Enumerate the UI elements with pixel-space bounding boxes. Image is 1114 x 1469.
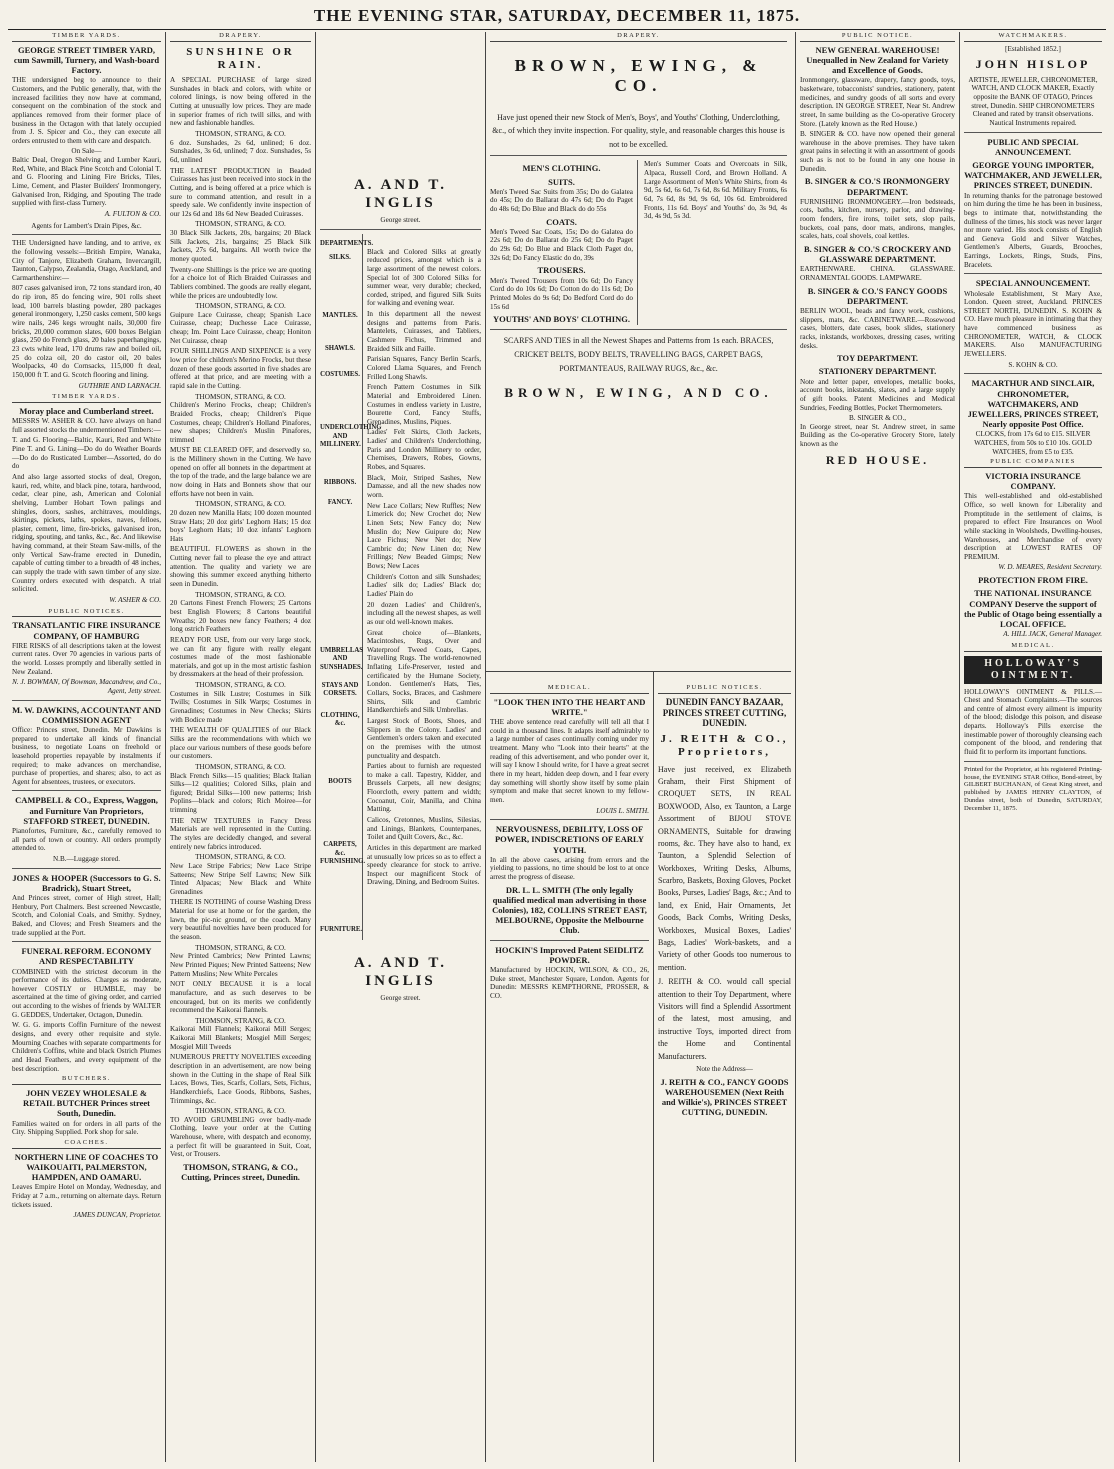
- ad-text: Largest Stock of Boots, Shoes, and Slippers in the Colony. Ladies' and Gentlemen's orders taken and executed on the premises with the utmost punctuality and despatch.: [367, 716, 481, 760]
- ad-text: TO AVOID GRUMBLING over badly-made Clothing, leave your order at the Cutting Warehouse, where, with despatch and economy, a perfect fit will be guaranteed in Suit, Coat, Vest, or Trousers.: [170, 1115, 311, 1159]
- ad-text: Black and Colored Silks at greatly reduced prices, amongst which is a large assortment of the newest colors. Special lot of 300 Colored Silks for summer wear, very durable; checked, corded, striped, and figured Silk Suits for walking and evening wear.: [367, 247, 481, 308]
- ad-text: THE above sentence read carefully will tell all that I could in a thousand lines. It adapts itself admirably to a large number of cases continually coming under my treatment. Many who "Look into their hearts" at the reading of this advertisement, and who ponder over it, will say I know I should write, for I have a great secret there in my heart, hidden deep down, and I fear every day something will shortly show itself by some plain symptom and make that secret known to my fellow-men.: [490, 718, 649, 804]
- divider: [12, 941, 161, 942]
- department-label: FANCY.: [327, 499, 353, 507]
- ad-signature: THOMSON, STRANG, & CO.: [195, 302, 286, 311]
- ad-signature: GUTHRIE AND LARNACH.: [78, 381, 161, 390]
- department-label: STAYS AND CORSETS.: [321, 681, 359, 697]
- department-labels: [320, 234, 382, 940]
- ad-text: THERE IS NOTHING of course Washing Dress Material for use at home or for the garden, the lawn, the pic-nic ground, or the coach. Many very beautiful novelties have been produced for the season.: [170, 898, 311, 942]
- section-heading: PUBLIC NOTICES.: [12, 608, 161, 618]
- ad-heading: SUITS.: [548, 176, 575, 187]
- ad-heading: BROWN, EWING, & CO.: [514, 55, 763, 96]
- department-label: UMBRELLAS AND SUNSHADES.: [320, 647, 364, 671]
- ad-text: In returning thanks for the patronage bestowed on him during the time he has been in business, begs to intimate that, notwithstanding the dullness of the times, his stock was never larger nor more varied. His stock consists of English and Geneva Gold and Silver Watches, Gentlemen's Alberts, Guards, Brooches, Earrings, Lockets, Rings, Studs, Pins, Bracelets.: [964, 191, 1102, 269]
- section-heading: TIMBER YARDS.: [12, 393, 161, 403]
- ad-text: And Princes street, corner of High street, Hall; Henbury, Port Chalmers. Best screened Newcastle, Scotch, and Colonial Coals, and Smithy. Sydney, Baked, and Cloves; and Fresh Steamers and the trade supplied at the Port.: [12, 893, 161, 937]
- ad-text: Have just received, ex Elizabeth Graham, their First Shipment of CROQUET SETS, IN REAL BOXWOOD, Also, ex Taunton, a Large Assortment of BIJOU STOVE ORNAMENTS, Suitable for drawing rooms, &c. They have also to hand, ex Taunton, a Splendid Selection of Workboxes, Writing Desks, Albums, Scarbro, Baskets, Boxing Gloves, Pocket Books, Purses, Ladies' Bags, &c.; And to land, ex Enid, Hair Ornaments, Jet Goods, Back Combs, Writing Desks, Workboxes, Musical Boxes, Ladies' Bags, Ladies' Work-baskets, and a Variety of other Goods too numerous to mention.: [658, 764, 791, 972]
- ad-heading: NERVOUSNESS, DEBILITY, LOSS OF POWER, INDISCRETIONS OF EARLY YOUTH.: [494, 824, 645, 855]
- divider: [490, 155, 787, 156]
- ad-heading: TRANSATLANTIC FIRE INSURANCE COMPANY, OF HAMBURG: [12, 620, 161, 641]
- ad-text: T. and G. Flooring—Baltic, Kauri, Red and White Pine T. and G. Lining—Do do do Weather Boards—Do do do Rusticated Lumber—Assorted, do do do: [12, 436, 161, 471]
- ad-text: Wholesale Establishment, St Mary Axe, London. Queen street, Auckland. PRINCES STREET NORTH, DUNEDIN. S. KOHN & CO. Have much pleasure in intimating that they have commenced business as CHRONOMETER, WATCH, & CLOCK MAKERS. Also MANUFACTURING JEWELLERS.: [964, 289, 1102, 359]
- ad-heading: SPECIAL ANNOUNCEMENT.: [975, 278, 1091, 289]
- divider: [320, 229, 481, 230]
- ad-text: Leaves Empire Hotel on Monday, Wednesday, and Friday at 7 a.m., returning on alternate days. Return tickets issued.: [12, 1183, 161, 1209]
- ad-text: Calicos, Cretonnes, Muslins, Silesias, and Linings, Blankets, Counterpanes, Toilet and Quilt Covers, &c., &c.: [367, 816, 481, 842]
- ad-text: EARTHENWARE. CHINA. GLASSWARE. ORNAMENTAL GOODS. LAMPWARE.: [800, 265, 955, 282]
- ad-text: Men's Tweed Sac Coats, 15s; Do do Galatea do 22s 6d; Do do Ballarat do 25s 6d; Do do Paget do 29s 6d; Do Blue and Black Cloth Paget do, 32s 6d; Do Fancy Elastic do do, 39s: [490, 227, 633, 262]
- divider: [12, 234, 161, 235]
- ad-text: Black French Silks—15 qualities; Black Italian Silks—12 qualities; Colored Silks, plain and figured; Bridal Silks—100 new patterns; Irish Poplins—black and colors; Rich Moiree—for trimming: [170, 771, 311, 815]
- ad-text: Guipure Lace Cuirasse, cheap; Spanish Lace Cuirasse, cheap; Duchesse Lace Cuirasse, cheap; Im. Point Lace Cuirasse, cheap; Honiton Net Cuirasse, cheap: [170, 310, 311, 345]
- ad-text: THE Undersigned have landing, and to arrive, ex the following vessels:—British Empire, Wanaka, City of Tanjore, Elizabeth Graham, Invercargill, Taunton, Calypso, Zealandia, Otago, Auckland, and Carmarthenshire:—: [12, 239, 161, 282]
- divider: [964, 373, 1102, 374]
- department-label: SHAWLS.: [324, 345, 356, 353]
- ad-heading: GEORGE YOUNG IMPORTER, WATCHMAKER, AND JEWELLER, PRINCES STREET, DUNEDIN.: [964, 160, 1102, 191]
- section-heading: PUBLIC NOTICES.: [658, 684, 791, 694]
- column-2: [166, 32, 316, 1462]
- ad-heading: NORTHERN LINE OF COACHES TO WAIKOUAITI, PALMERSTON, HAMPDEN, AND OAMARU.: [14, 1151, 159, 1183]
- ad-text: New Lace Collars; New Ruffles; New Limerick do; New Crochet do; New Linen Sets; New Fancy do; New Muslin do; New Guipure do; New Lace Fichus; New Net do; New Cambric do; New Linen do; New Frillings; New Beaded Gimps; New Bows; New Laces: [367, 501, 481, 571]
- ad-heading: TOY DEPARTMENT.: [836, 353, 919, 364]
- ad-signature: THOMSON, STRANG, & CO.: [195, 681, 286, 690]
- department-label: SILKS.: [329, 253, 351, 261]
- department-label: FURNITURE.: [320, 925, 363, 933]
- department-contents: [363, 234, 481, 940]
- ad-text: New Lace Stripe Fabrics; New Lace Stripe Satteens; New Stripe Self Lawns; New Silk Tinted Alpacas; New Black and White Grenadines: [170, 861, 311, 896]
- ad-signature: THOMSON, STRANG, & CO., Cutting, Princes street, Dunedin.: [181, 1162, 300, 1183]
- ad-text: Office: Princes street, Dunedin. Mr Dawkins is prepared to undertake all kinds of financial business, to negotiate Loans on freehold or leasehold properties repayable by instalments if required; to make advances on merchandise, purchase of properties, and shares; also, to act as Agent for absentees, trustees, or executors.: [12, 725, 161, 786]
- ad-heading: JOHN HISLOP: [975, 57, 1091, 72]
- divider: [12, 700, 161, 701]
- ad-text: NUMEROUS PRETTY NOVELTIES exceeding description in an advertisement, are now being shown in the Cutting in the shape of Real Silk Laces, Bows, Ties, Scarfs, Collars, Sets, Fichus, Handkerchiefs, Lace Goods, Ribbons, Sashes, Trimmings, &c.: [170, 1053, 311, 1105]
- divider: [490, 819, 649, 820]
- ad-text: Kaikorai Mill Flannels; Kaikorai Mill Serges; Kaikorai Mill Blankets; Mosgiel Mill Serges; Mosgiel Mill Tweeds: [170, 1025, 311, 1051]
- ad-text: Children's Cotton and silk Sunshades; Ladies' silk do; Ladies' Black do; Ladies' Plain do: [367, 572, 481, 598]
- divider: [490, 940, 649, 941]
- ad-text: COMBINED with the strictest decorum in the performance of its duties. Charges as moderate, however COSTLY or HUMBLE, may be ascertained at the time of giving order, and carried out according to the wishes of friends by WALTER G. GEDDES, Undertaker, Octagon, Dunedin.: [12, 967, 161, 1019]
- ad-text: 30 Black Silk Jackets, 20s, bargains; 20 Black Silk Jackets, 21s, bargains; 25 Black Silk Jackets, 27s 6d, bargains. All worth twice the money quoted.: [170, 229, 311, 263]
- divider: [964, 273, 1102, 274]
- department-label: RIBBONS.: [323, 478, 357, 486]
- ad-text: [Established 1852.]: [1005, 44, 1061, 53]
- ad-signature: THOMSON, STRANG, & CO.: [195, 853, 286, 862]
- ad-heading: HOCKIN'S Improved Patent SEIDLITZ POWDER.: [495, 944, 644, 965]
- ad-text: And also large assorted stocks of deal, Oregon, kauri, red, white, and black pine, totara, hardwood, cedar, clear pine, ash, American and Colonial shelving, Lumber Hobart Town palings and shingles, doors, sashes, architraves, mouldings, skirtings, pickets, laths, spokes, naves, felloes, plaster, cement, lime, fire-bricks, galvanised iron, ridging, spouting, and tanks, &c., &c. And likewise having command, at their Steam Saw-mills, of the only Vertical Saw-frame erected in Dunedin, capable of cutting timber to a breadth of 48 inches, can supply the trade with sawn timber of any size. Country orders executed with despatch. A trial solicited.: [12, 472, 161, 594]
- ad-signature: S. KOHN & CO.: [1008, 360, 1058, 369]
- ad-text: In this department all the newest designs and patterns from Paris. Mantelets, Cuirasses, and Tabliers, Cashmere Fichus, Trimmed and Braided Silk and Faille.: [367, 310, 481, 353]
- ad-text: FURNISHING IRONMONGERY.—Iron bedsteads, cots, baths, kitchen, nursery, parlor, and drawing-room fenders, fire irons, toilet sets, slop pails, buckets, coal pans, door mats, andirons, mangles, scales, hats, coal shovels, coal kettles.: [800, 197, 955, 241]
- column-1: [8, 32, 166, 1462]
- ad-heading: B. SINGER & CO.'S CROCKERY AND GLASSWARE DEPARTMENT.: [804, 243, 951, 265]
- ad-signature: THOMSON, STRANG, & CO.: [195, 762, 286, 771]
- ad-signature: THOMSON, STRANG, & CO.: [195, 130, 286, 139]
- ad-signature: THOMSON, STRANG, & CO.: [195, 392, 286, 401]
- ad-heading: PUBLIC AND SPECIAL ANNOUNCEMENT.: [987, 136, 1079, 157]
- ad-text: Parisian Squares, Fancy Berlin Scarfs, Colored Llama Squares, and French Frilled Long Shawls.: [367, 355, 481, 381]
- ad-text: Articles in this department are marked at unusually low prices so as to effect a speedy clearance for stock to arrive. Inspect our magnificent Stock of Drawing, Dining, and Bedroom Suites.: [367, 843, 481, 887]
- section-heading: PUBLIC NOTICE.: [800, 32, 955, 42]
- ad-heading: M. W. DAWKINS, ACCOUNTANT AND COMMISSION AGENT: [12, 704, 161, 725]
- ad-text: BEAUTIFUL FLOWERS as shown in the Cutting never fail to please the eye and attract attention. The quality and variety we are showing this summer exceed anything hitherto seen in Dunedin.: [170, 545, 311, 589]
- ad-text: Ironmongery, glassware, drapery, fancy goods, toys, basketware, tobacconists' sundries, stationery, patent medicines, and sundry goods of all sorts and every description. IN GEORGE STREET, Near St. Andrew street, In same building as the Co-operative Grocery Store. (Lately known as the Red House.): [800, 76, 955, 128]
- ad-heading: THE NATIONAL INSURANCE COMPANY Deserve the support of the Public of Otago being essentially a LOCAL OFFICE.: [964, 588, 1102, 629]
- divider: [490, 329, 787, 330]
- ad-text: Pianofortes, Furniture, &c., carefully removed to all parts of town or country. All orders promptly attended to.: [12, 827, 161, 853]
- ad-text: Manufactured by HOCKIN, WILSON, & CO., 26, Duke street, Manchester Square, London. Agents for Dunedin: MESSRS KEMPTHORNE, PROSSER, & CO.: [490, 966, 649, 1000]
- ad-text: 20 dozen new Manilla Hats; 100 dozen mounted Straw Hats; 20 doz girls' Leghorn Hats; 15 doz boys' Leghorn Hats; 10 doz infants' Leghorn Hats: [170, 508, 311, 543]
- ad-text: NOT ONLY BECAUSE it is a local manufacture, and as such deserves to be encouraged, but on its merits we confidently recommend the Kaikorai flannels.: [170, 980, 311, 1015]
- ad-heading: MEN'S CLOTHING.: [522, 163, 601, 174]
- ad-heading: FUNERAL REFORM. ECONOMY AND RESPECTABILITY: [21, 946, 152, 967]
- ad-heading: STATIONERY DEPARTMENT.: [818, 366, 937, 377]
- ad-text: Great choice of—Blankets, Macintoshes, Rugs, Over and Waterproof Tweed Coats, Capes, Travelling Rugs. The world-renowned Inflating Life-Preserver, tested and certificated by the Humane Society, London. Gentlemen's Hats, Ties, Collars, Socks, Braces, and Cashmere Shirts, Silk and Cambric Handkerchiefs and Silk Umbrellas.: [367, 628, 481, 715]
- ad-text: THE LATEST PRODUCTION in Beaded Cuirasses has just been received into stock in the Cutting, and is being offered at a price which is sure to command attention, and result in a speedy sale. We confidently invite inspection of our 12s 6d and 18s 6d New Beaded Cuirasses.: [170, 166, 311, 218]
- ad-heading: JONES & HOOPER (Successors to G. S. Bradrick), Stuart Street,: [12, 872, 161, 893]
- ad-text: 20 Cartons Finest French Flowers; 25 Cartons best English Flowers; 8 Cartons beautiful Wreaths; 20 boxes new fancy Feathers; 4 doz long ostrich Feathers: [170, 599, 311, 634]
- department-label: COSTUMES.: [320, 371, 360, 379]
- ad-text: A SPECIAL PURCHASE of large sized Sunshades in black and colors, with white or colored linings, is now being offered in the Cutting at unusually low prices. They are made in superior frames of rich twill silks, and with new and fashionable handles.: [170, 76, 311, 128]
- ad-signature: THOMSON, STRANG, & CO.: [195, 1016, 286, 1025]
- brown-ewing-ad: [486, 32, 791, 672]
- department-label: CARPETS, &c. FURNISHING.: [320, 841, 366, 865]
- ad-text: THE undersigned beg to announce to their Customers, and the Public generally, that, with the increased facilities they now have at command, consequent on the combination of the stock and appliances removed from their former place of business in the Octagon with that lately occupied from J. S. Spicer and Co., they can execute all orders entrusted to them with care and despatch.: [12, 76, 161, 145]
- ad-text: Children's Merino Frocks, cheap; Children's Braided Frocks, cheap; Children's Pique Costumes, cheap; Children's Holland Pinafores, new shapes; Children's Muslin Pinafores, trimmed: [170, 401, 311, 444]
- ad-text: MUST BE CLEARED OFF, and deservedly so, is the Millinery shown in the Cutting. We have opened on offer all bonnets in the department at the top of the trade, and the large balance we are now doing in Hats and Bonnets show that our efforts have not been in vain.: [170, 446, 311, 498]
- ad-text: Costumes in Silk Lustre; Costumes in Silk Twills; Costumes in Silk Warps; Costumes in Grenadines; Costumes in New Checks; Skirts with Bodice made: [170, 689, 311, 724]
- ad-text: Ladies' Felt Skirts, Cloth Jackets, Ladies' and Children's Underclothing, Paris and London Millinery to order, Chemises, Drawers, Robes, Gowns, Robes, and Squares.: [367, 428, 481, 472]
- ad-text: THE WEALTH OF QUALITIES of our Black Silks are the recommendations with which we place our various numbers of these goods before our customers.: [170, 726, 311, 761]
- ad-text: N.B.—Luggage stored.: [52, 854, 121, 863]
- ad-signature: JAMES DUNCAN, Proprietor.: [73, 1211, 161, 1220]
- ad-text: 6 doz. Sunshades, 2s 6d, unlined; 6 doz. Sunshades, 3s 6d, unlined; 7 doz. Sunshades, 5s 6d, unlined: [170, 138, 311, 164]
- department-label: UNDERCLOTHING AND MILLINERY.: [320, 424, 382, 448]
- ad-text: READY FOR USE, from our very large stock, we can fit any figure with really elegant costumes made of the most fashionable materials, and got up in the most artistic fashion by dressmakers at the head of their profession.: [170, 635, 311, 679]
- ad-heading: "LOOK THEN INTO THE HEART AND WRITE.": [493, 696, 646, 717]
- ad-heading: NEW GENERAL WAREHOUSE! Unequalled in New Zealand for Variety and Excellence of Goods.: [806, 44, 949, 76]
- ad-text: Black, Moir, Striped Sashes, New Damasse, and all the new shades now worn.: [367, 473, 481, 499]
- ad-text: Men's Tweed Trousers from 10s 6d; Do Fancy Cord do do 10s 6d; Do Cotton do do 11s 6d; Do Printed Moles do 9s 6d; Do Bedford Cord do do 15s 6d: [490, 276, 633, 311]
- ad-text: Twenty-one Shillings is the price we are quoting for a choice lot of Rich Braided Cuirasses and Tabliers combined. The goods are really elegant, while the prices are undoubtedly low.: [170, 265, 311, 300]
- department-label: CLOTHING, &c.: [320, 711, 360, 728]
- ad-heading: HOLLOWAY'S OINTMENT.: [964, 656, 1102, 684]
- ad-text: Have just opened their new Stock of Men's, Boys', and Youths' Clothing, Underclothing, &c., of which they invite inspection. For quality, style, and reasonable charges this house is not to be excelled.: [492, 112, 785, 149]
- ad-signature: THOMSON, STRANG, & CO.: [195, 500, 286, 509]
- department-label: MANTLES.: [322, 311, 358, 319]
- ad-text: ARTISTE, JEWELLER, CHRONOMETER, WATCH, AND CLOCK MAKER, Exactly opposite the BANK OF OTAGO, Princes street, Dunedin. SHIP CHRONOMETERS Cleaned and rated by transit observations. Nautical Instruments repaired.: [968, 75, 1098, 128]
- ad-text: Note and letter paper, envelopes, metallic books, account books, inkstands, slates, and a large supply of gift books. Patent Medicines and Medical Sundries, Feeding Bottles, Pocket Thermometers.: [800, 377, 955, 412]
- ad-text: On Sale—: [71, 147, 102, 156]
- ad-heading: DUNEDIN FANCY BAZAAR, PRINCES STREET CUTTING, DUNEDIN.: [662, 696, 787, 729]
- section-heading: MEDICAL.: [964, 642, 1102, 652]
- imprint: Printed for the Proprietor, at his registered Printing-house, the EVENING STAR Office, Bond-street, by GILBERT BUCHANAN, of Great King street, and published by JAMES HENRY CLAYTON, of Dundas street, both of Dunedin, SATURDAY, December 11, 1875.: [964, 765, 1102, 813]
- ad-text: This well-established and old-established Office, so well known for Liberality and Promptitude in the settlement of claims, is prepared to effect Fire Insurances on Wool while stacking in Woolsheds, Dwelling-houses, Warehouses, and Merchandise of every description at LOWEST RATES OF PREMIUM.: [964, 492, 1102, 561]
- ad-heading: J. REITH & CO., FANCY GOODS WAREHOUSEMEN (Next Reith and Wilkie's), PRINCES STREET CUTTING, DUNEDIN.: [660, 1076, 789, 1118]
- ad-signature: THOMSON, STRANG, & CO.: [195, 220, 286, 229]
- ad-signature: A. HILL JACK, General Manager.: [1003, 630, 1102, 639]
- ad-heading: COATS.: [546, 216, 577, 227]
- divider: [964, 132, 1102, 133]
- section-heading: DRAPERY.: [490, 32, 787, 42]
- brown-ewing-right: [644, 160, 787, 325]
- ad-signature: THOMSON, STRANG, & CO.: [195, 590, 286, 599]
- section-heading: WATCHMAKERS.: [964, 32, 1102, 42]
- masthead: THE EVENING STAR, SATURDAY, DECEMBER 11, 1875.: [8, 6, 1106, 30]
- ad-text: CLOCKS, from 17s 6d to £15. SILVER WATCHES, from 50s to £10 10s. GOLD WATCHES, from £5 to £35.: [974, 430, 1092, 456]
- ad-text: Parties about to furnish are requested to make a call. Tapestry, Kidder, and Brussels Carpets, all new designs; Floorcloth, every pattern and width; Cocoanut, Coir, Manilla, and China Matting.: [367, 762, 481, 814]
- ad-text: French Pattern Costumes in Silk Material and Embroidered Linen. Costumes in endless variety in Lustre, Bourette Cord, Fancy Stuffs, Grenadines, Muslins, Piques.: [367, 383, 481, 426]
- department-label: BOOTS: [328, 778, 352, 786]
- ad-signature: THOMSON, STRANG, & CO.: [195, 1107, 286, 1116]
- ad-heading: YOUTHS' AND BOYS' CLOTHING.: [493, 314, 630, 325]
- department-label: DEPARTMENTS.: [320, 239, 374, 247]
- ad-text: J. REITH & CO. would call special attention to their Toy Department, where Visitors will find a Splendid Assortment of the latest, most amusing, and instructive Toys, imported direct from the Home and Continental Manufacturers.: [658, 977, 791, 1061]
- ad-signature: A. FULTON & CO.: [104, 209, 161, 218]
- ad-heading: Moray place and Cumberland street.: [19, 405, 154, 416]
- ad-text: George street.: [380, 994, 421, 1003]
- ad-heading: J. REITH & CO., Proprietors,: [660, 733, 789, 759]
- ad-text: HOLLOWAY'S OINTMENT & PILLS.—Chest and Stomach Complaints.—The sources and centre of almost every ailment is impurity of the blood; dislodge this poison, and disease departs. Holloway's Pills exercise the inestimable power of thoroughly cleansing each component of the blood, and rendering that fluid fit to perform its important functions.: [964, 687, 1102, 756]
- ad-heading: A. AND T. INGLIS: [353, 955, 448, 990]
- ad-heading: B. SINGER & CO.'S IRONMONGERY DEPARTMENT.: [804, 176, 951, 197]
- divider: [964, 761, 1102, 762]
- ad-text: W. G. G. imports Coffin Furniture of the newest designs, and every other requisite and style. Mourning Coaches with separate compartments for Children's Coffins, white and black Ostrich Plumes and Head Feathers, and every equipment of the best description.: [12, 1021, 161, 1073]
- ad-heading: JOHN VEZEY WHOLESALE & RETAIL BUTCHER Princes street South, Dunedin.: [23, 1088, 150, 1119]
- ad-text: Baltic Deal, Oregon Shelving and Lumber Kauri, Red, White, and Black Pine Scotch and Colonial T. and G. Flooring and Lining Fire Bricks, Tiles, Lime, Cement, and Plaster Builders' Ironmongery, Galvanised Iron, Ridging, and Spouting The trade supplied with first-class Turnery.: [12, 156, 161, 208]
- section-heading: BUTCHERS.: [12, 1075, 161, 1085]
- ad-signature: N. J. BOWMAN, Of Bowman, Macandrew, and Co., Agent, Jetty street.: [12, 678, 161, 695]
- ad-text: 807 cases galvanised iron, 72 tons standard iron, 40 do rip iron, 85 do fencing wire, 901 rolls sheet lead, 100 barrels blasting powder, 280 packages general ironmongery, 1,250 casks cement, 500 kegs wire nails, 246 kegs wrought nails, 30,000 fire bricks, 20,000 common slates, 600 boxes Belgian glass, 250 do French glass, 20 bales paperhangings, 23 cwts white lead, 170 drums raw and boiled oil, 25 do colza oil, 20 do castor oil, 20 bales Woolpacks, 40 do Cornsacks, 115,000 ft deal, 150,000 ft T. and G. Scotch flooring and lining.: [12, 284, 161, 379]
- ad-text: FOUR SHILLINGS AND SIXPENCE is a very low price for children's Merino Frocks, but these dozen of these goods assorted in five shades are offered at that price, and are meeting with a rapid sale in the Cutting.: [170, 347, 311, 390]
- column-7: [960, 32, 1106, 1462]
- ad-heading: MACARTHUR AND SINCLAIR, CHRONOMETER, WATCHMAKERS, AND JEWELLERS, PRINCES STREET, Nearly opposite Post Office.: [967, 378, 1099, 430]
- divider: [12, 790, 161, 791]
- ad-text: FIRE RISKS of all descriptions taken at the lowest current rates. Over 70 agencies in various parts of the world. Losses promptly and liberally settled in New Zealand.: [12, 641, 161, 676]
- ad-signature: W. D. MEARES, Resident Secretary.: [998, 563, 1102, 572]
- ad-heading: CAMPBELL & CO., Express, Waggon, and Furniture Van Proprietors, STAFFORD STREET, DUNEDIN.: [15, 795, 158, 826]
- brown-ewing-columns: [490, 160, 787, 325]
- brown-ewing-left: [490, 160, 638, 325]
- section-heading: PUBLIC COMPANIES: [964, 458, 1102, 468]
- column-3: [316, 32, 486, 1462]
- ad-text: Families waited on for orders in all parts of the City. Shipping Supplied. Pork shop for sale.: [12, 1119, 161, 1137]
- inglis-departments: [320, 234, 481, 940]
- ad-text: THE NEW TEXTURES in Fancy Dress Materials are well represented in the Cutting. The styles are decidedly changed, and several entirely new fabrics introduced.: [170, 816, 311, 851]
- ad-heading: SUNSHINE OR RAIN.: [186, 45, 295, 71]
- ad-heading: RED HOUSE.: [825, 452, 930, 467]
- ad-text: In George street, near St. Andrew street, in same Building as the Co-operative Grocery Store, lately known as the: [800, 422, 955, 449]
- ad-heading: DR. L. L. SMITH (The only legally qualified medical man advertising in those Colonies), 182, COLLINS STREET EAST, MELBOURNE, Opposite the Melbourne Club.: [492, 884, 647, 936]
- ad-text: New Printed Cambrics; New Printed Lawns; New Printed Piques; New Printed Satteens; New Pattern Muslins; New White Percales: [170, 952, 311, 978]
- section-heading: DRAPERY.: [170, 32, 311, 42]
- section-heading: TIMBER YARDS.: [12, 32, 161, 42]
- ad-text: George street.: [380, 216, 421, 224]
- ad-heading: TROUSERS.: [537, 265, 586, 276]
- ad-signature: THOMSON, STRANG, & CO.: [195, 943, 286, 952]
- ad-text: 20 dozen Ladies' and Children's, including all the newest shapes, as well as our old well-known makes.: [367, 600, 481, 626]
- ad-text: B. SINGER & CO. have now opened their general warehouse in the above premises. They have taken great pains in selecting it with an assortment of goods such as is not to be found in any one house in Dunedin.: [800, 130, 955, 173]
- ad-signature: LOUIS L. SMITH.: [596, 806, 649, 815]
- ad-text: MESSRS W. ASHER & CO. have always on hand full assorted stocks the undermentioned Timbers:—: [12, 417, 161, 434]
- section-heading: COACHES.: [12, 1139, 161, 1149]
- ad-text: In all the above cases, arising from errors and the yielding to passions, no time should be lost to at once arrest the progress of disease.: [490, 855, 649, 882]
- ad-heading: A. AND T. INGLIS: [353, 177, 448, 211]
- ad-heading: PROTECTION FROM FIRE.: [978, 575, 1088, 586]
- ad-text: Men's Tweed Sac Suits from 35s; Do do Galatea do 45s; Do do Ballarat do 47s 6d; Do do Paget do 48s 6d; Do Blue and Black do do 55s: [490, 187, 633, 214]
- ad-signature: W. ASHER & CO.: [109, 595, 161, 604]
- divider: [12, 868, 161, 869]
- column-6: [796, 32, 960, 1462]
- section-heading: MEDICAL.: [490, 684, 649, 694]
- ad-heading: B. SINGER & CO.'S FANCY GOODS DEPARTMENT.: [807, 285, 948, 306]
- ad-heading: VICTORIA INSURANCE COMPANY.: [985, 470, 1081, 492]
- ad-signature: B. SINGER & CO.,: [848, 414, 907, 423]
- ad-text: BERLIN WOOL, beads and fancy work, cushions, slippers, mats, &c. CABINETWARE.—Rosewood cases, blotters, date cases, book slides, stationery racks, inkstands, workboxes, dressing cases, writing desks.: [800, 307, 955, 350]
- ad-text: Note the Address—: [696, 1064, 753, 1073]
- ad-heading: BROWN, EWING, AND CO.: [504, 385, 773, 401]
- ad-text: Agents for Lambert's Drain Pipes, &c.: [31, 221, 142, 230]
- ad-heading: GEORGE STREET TIMBER YARD, cum Sawmill, Turnery, and Wash-board Factory.: [13, 44, 160, 76]
- ad-text: SCARFS AND TIES in all the Newest Shapes and Patterns from 1s each. BRACES, CRICKET BELTS, BODY BELTS, TRAVELLING BAGS, CARPET BAGS, PORTMANTEAUS, RAILWAY RUGS, &c., &c.: [503, 336, 774, 373]
- ad-text: Men's Summer Coats and Overcoats in Silk, Alpaca, Russell Cord, and Brown Holland. A Large Assortment of Men's White Shirts, from 4s 9d, 5s 6d, 6s 6d, 7s 6d, 8s 6d. Military Fronts, 6s 6d, 7s 6d, 8s 9d, 9s 6d, 10s 6d. Embroidered Fronts, 11s 6d. Boys' and Youths' do, 3s 9d, 4s 3d, 4s 9d, 5s 3d.: [644, 160, 787, 221]
